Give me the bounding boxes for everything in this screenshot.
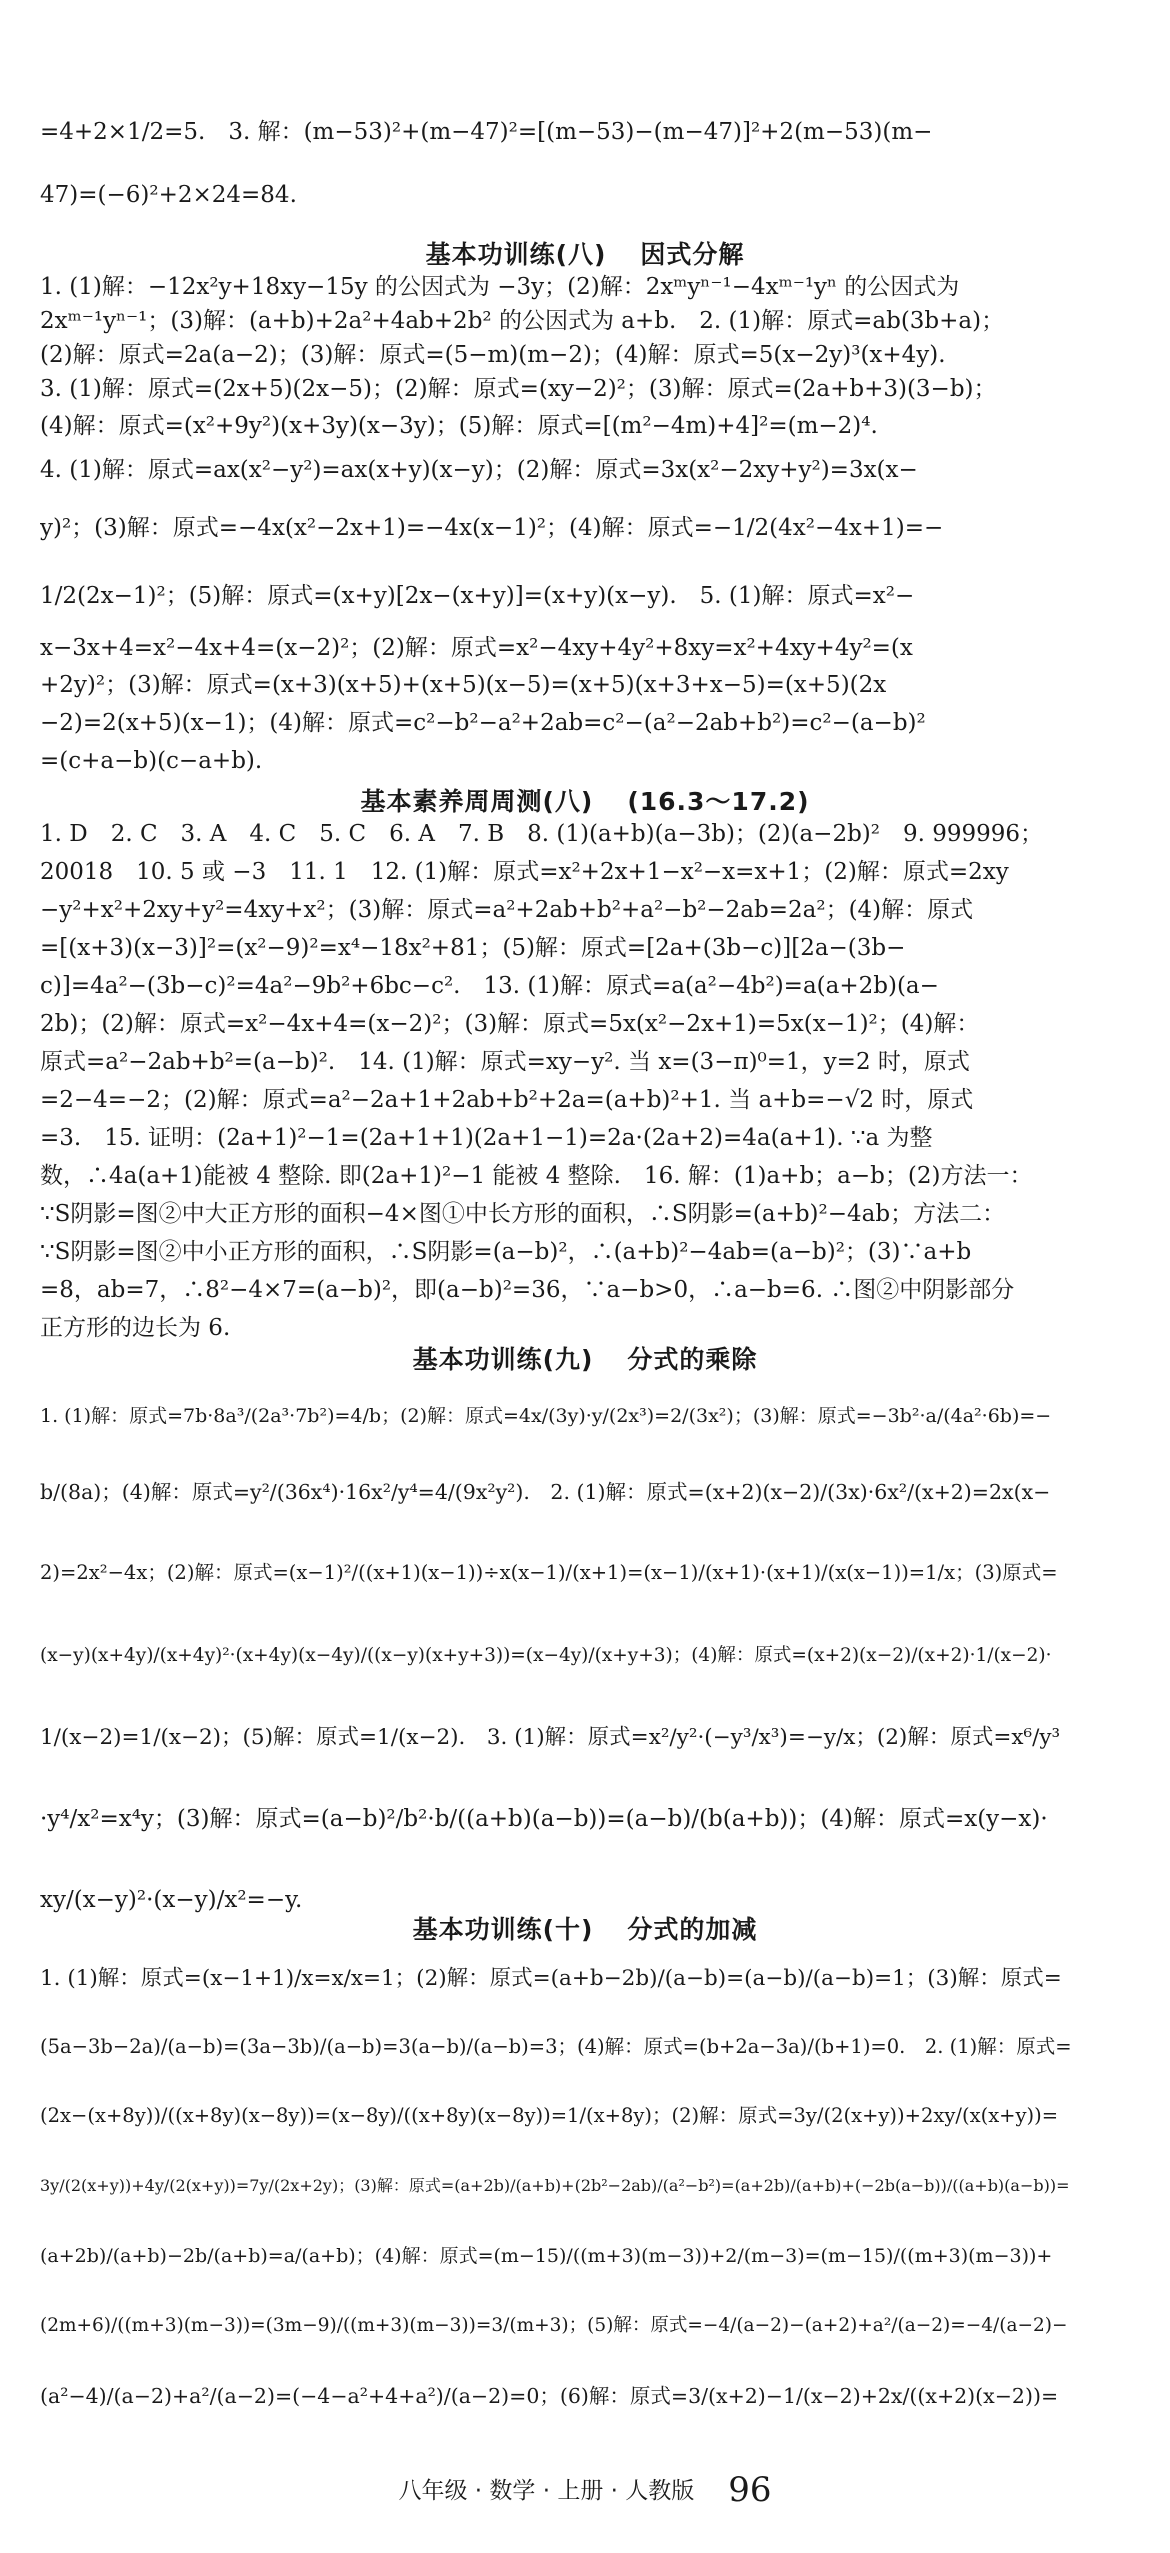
text-line: =8，ab=7，∴8²−4×7=(a−b)²，即(a−b)²=36，∵a−b>0，∴a−b=6. ∴图②中阴影部分 — [40, 1277, 1015, 1303]
section-body-8 — [40, 270, 1072, 780]
text-line: =(c+a−b)(c−a+b). — [40, 748, 263, 774]
text-line: 20018 10. 5 或 −3 11. 1 12. (1)解：原式=x²+2x+1−x²−x=x+1；(2)解：原式=2xy — [40, 859, 1009, 885]
footer-label: 八年级 · 数学 · 上册 · 人教版 — [398, 2478, 695, 2504]
top-continuation — [40, 95, 1072, 221]
text-line: 1. (1)解：−12x²y+18xy−15y 的公因式为 −3y；(2)解：2xᵐyⁿ⁻¹−4xᵐ⁻¹yⁿ 的公因式为 — [40, 274, 960, 300]
section-subtitle: (16.3～17.2) — [627, 787, 810, 816]
text-line: 47)=(−6)²+2×24=84. — [40, 182, 297, 208]
section-heading-10 — [0, 1910, 1170, 1946]
text-line: 原式=a²−2ab+b²=(a−b)². 14. (1)解：原式=xy−y². 当 x=(3−π)⁰=1，y=2 时，原式 — [40, 1049, 970, 1075]
text-line: −2)=2(x+5)(x−1)；(4)解：原式=c²−b²−a²+2ab=c²−(a²−2ab+b²)=c²−(a−b)² — [40, 710, 926, 736]
text-line: ·y⁴/x²=x⁴y；(3)解：原式=(a−b)²/b²·b/((a+b)(a−b))=(a−b)/(b(a+b))；(4)解：原式=x(y−x)· — [40, 1806, 1048, 1832]
section-heading-9 — [0, 1340, 1170, 1376]
text-line: 1. D 2. C 3. A 4. C 5. C 6. A 7. B 8. (1)(a+b)(a−3b)；(2)(a−2b)² 9. 999996； — [40, 821, 1044, 847]
section-title: 基本功训练(八) — [425, 240, 607, 269]
text-line: (a+2b)/(a+b)−2b/(a+b)=a/(a+b)；(4)解：原式=(m−15)/((m+3)(m−3))+2/(m−3)=(m−15)/((m+3)(m−3))+ — [40, 2245, 1053, 2267]
text-line: =4+2×1/2=5. 3. 解：(m−53)²+(m−47)²=[(m−53)−(m−47)]²+2(m−53)(m− — [40, 119, 933, 145]
section-title: 基本素养周周测(八) — [360, 787, 594, 816]
text-line: 2b)；(2)解：原式=x²−4x+4=(x−2)²；(3)解：原式=5x(x²−2x+1)=5x(x−1)²；(4)解： — [40, 1011, 980, 1037]
text-line: x−3x+4=x²−4x+4=(x−2)²；(2)解：原式=x²−4xy+4y²+8xy=x²+4xy+4y²=(x — [40, 635, 913, 661]
section-heading-weekly — [0, 782, 1170, 818]
text-line: (2)解：原式=2a(a−2)；(3)解：原式=(5−m)(m−2)；(4)解：原式=5(x−2y)³(x+4y). — [40, 342, 946, 368]
section-body-10 — [40, 1945, 1072, 2431]
section-subtitle: 分式的乘除 — [627, 1345, 758, 1374]
page-footer — [0, 2470, 1170, 2510]
text-line: (5a−3b−2a)/(a−b)=(3a−3b)/(a−b)=3(a−b)/(a−b)=3；(4)解：原式=(b+2a−3a)/(b+1)=0. 2. (1)解：原式= — [40, 2035, 1072, 2058]
page-number: 96 — [728, 2470, 772, 2510]
section-title: 基本功训练(九) — [412, 1345, 594, 1374]
text-line: 1. (1)解：原式=(x−1+1)/x=x/x=1；(2)解：原式=(a+b−2b)/(a−b)=(a−b)/(a−b)=1；(3)解：原式= — [40, 1966, 1062, 1991]
text-line: 数，∴4a(a+1)能被 4 整除. 即(2a+1)²−1 能被 4 整除. 16. 解：(1)a+b；a−b；(2)方法一： — [40, 1163, 1033, 1189]
text-line: (2m+6)/((m+3)(m−3))=(3m−9)/((m+3)(m−3))=3/(m+3)；(5)解：原式=−4/(a−2)−(a+2)+a²/(a−2)=−4/(a−2)− — [40, 2315, 1068, 2336]
section-body-9 — [40, 1380, 1072, 1940]
text-line: ∵S阴影=图②中小正方形的面积，∴S阴影=(a−b)²，∴(a+b)²−4ab=(a−b)²；(3)∵a+b — [40, 1239, 972, 1265]
text-line: 2xᵐ⁻¹yⁿ⁻¹；(3)解：(a+b)+2a²+4ab+2b² 的公因式为 a+b. 2. (1)解：原式=ab(3b+a)； — [40, 308, 1005, 334]
text-line: −y²+x²+2xy+y²=4xy+x²；(3)解：原式=a²+2ab+b²+a²−b²−2ab=2a²；(4)解：原式 — [40, 897, 974, 923]
text-line: 3. (1)解：原式=(2x+5)(2x−5)；(2)解：原式=(xy−2)²；(3)解：原式=(2a+b+3)(3−b)； — [40, 376, 997, 402]
text-line: =[(x+3)(x−3)]²=(x²−9)²=x⁴−18x²+81；(5)解：原式=[2a+(3b−c)][2a−(3b− — [40, 935, 906, 961]
text-line: xy/(x−y)²·(x−y)/x²=−y. — [40, 1887, 303, 1913]
text-line: 4. (1)解：原式=ax(x²−y²)=ax(x+y)(x−y)；(2)解：原式=3x(x²−2xy+y²)=3x(x− — [40, 457, 918, 483]
text-line: 1/2(2x−1)²；(5)解：原式=(x+y)[2x−(x+y)]=(x+y)(x−y). 5. (1)解：原式=x²− — [40, 583, 915, 609]
section-body-weekly — [40, 815, 1072, 1347]
text-line: +2y)²；(3)解：原式=(x+3)(x+5)+(x+5)(x−5)=(x+5)(x+3+x−5)=(x+5)(2x — [40, 672, 887, 698]
section-subtitle: 因式分解 — [640, 240, 745, 269]
text-line: (2x−(x+8y))/((x+8y)(x−8y))=(x−8y)/((x+8y)(x−8y))=1/(x+8y)；(2)解：原式=3y/(2(x+y))+2xy/(x(x+y))= — [40, 2104, 1059, 2127]
text-line: =3. 15. 证明：(2a+1)²−1=(2a+1+1)(2a+1−1)=2a·(2a+2)=4a(a+1). ∵a 为整 — [40, 1125, 933, 1151]
text-line: 2)=2x²−4x；(2)解：原式=(x−1)²/((x+1)(x−1))÷x(x−1)/(x+1)=(x−1)/(x+1)·(x+1)/(x(x−1))=1/x；(3)原式= — [40, 1561, 1058, 1584]
text-line: (4)解：原式=(x²+9y²)(x+3y)(x−3y)；(5)解：原式=[(m²−4m)+4]²=(m−2)⁴. — [40, 413, 878, 439]
text-line: y)²；(3)解：原式=−4x(x²−2x+1)=−4x(x−1)²；(4)解：原式=−1/2(4x²−4x+1)=− — [40, 515, 944, 541]
text-line: ∵S阴影=图②中大正方形的面积−4×图①中长方形的面积，∴S阴影=(a+b)²−4ab；方法二： — [40, 1201, 1006, 1227]
text-line: 正方形的边长为 6. — [40, 1315, 231, 1341]
text-line: =2−4=−2；(2)解：原式=a²−2a+1+2ab+b²+2a=(a+b)²+1. 当 a+b=−√2 时，原式 — [40, 1087, 974, 1113]
text-line: (x−y)(x+4y)/(x+4y)²·(x+4y)(x−4y)/((x−y)(x+y+3))=(x−4y)/(x+y+3)；(4)解：原式=(x+2)(x−2)/(x+2)·1/(x−2)· — [40, 1645, 1052, 1666]
section-title: 基本功训练(十) — [412, 1915, 594, 1944]
section-heading-8 — [0, 235, 1170, 271]
text-line: b/(8a)；(4)解：原式=y²/(36x⁴)·16x²/y⁴=4/(9x²y²). 2. (1)解：原式=(x+2)(x−2)/(3x)·6x²/(x+2)=2x(x− — [40, 1480, 1051, 1504]
text-line: 1/(x−2)=1/(x−2)；(5)解：原式=1/(x−2). 3. (1)解：原式=x²/y²·(−y³/x³)=−y/x；(2)解：原式=x⁶/y³ — [40, 1725, 1061, 1750]
text-line: (a²−4)/(a−2)+a²/(a−2)=(−4−a²+4+a²)/(a−2)=0；(6)解：原式=3/(x+2)−1/(x−2)+2x/((x+2)(x−2))= — [40, 2384, 1059, 2408]
text-line: 1. (1)解：原式=7b·8a³/(2a³·7b²)=4/b；(2)解：原式=4x/(3y)·y/(2x³)=2/(3x²)；(3)解：原式=−3b²·a/(4a²·6b)=− — [40, 1405, 1052, 1427]
text-line: 3y/(2(x+y))+4y/(2(x+y))=7y/(2x+2y)；(3)解：原式=(a+2b)/(a+b)+(2b²−2ab)/(a²−b²)=(a+2b)/(a+b)+(−2b(a−b))/((a+b)(a−b))= — [40, 2176, 1070, 2195]
text-line: c)]=4a²−(3b−c)²=4a²−9b²+6bc−c². 13. (1)解：原式=a(a²−4b²)=a(a+2b)(a− — [40, 973, 939, 999]
section-subtitle: 分式的加减 — [627, 1915, 758, 1944]
